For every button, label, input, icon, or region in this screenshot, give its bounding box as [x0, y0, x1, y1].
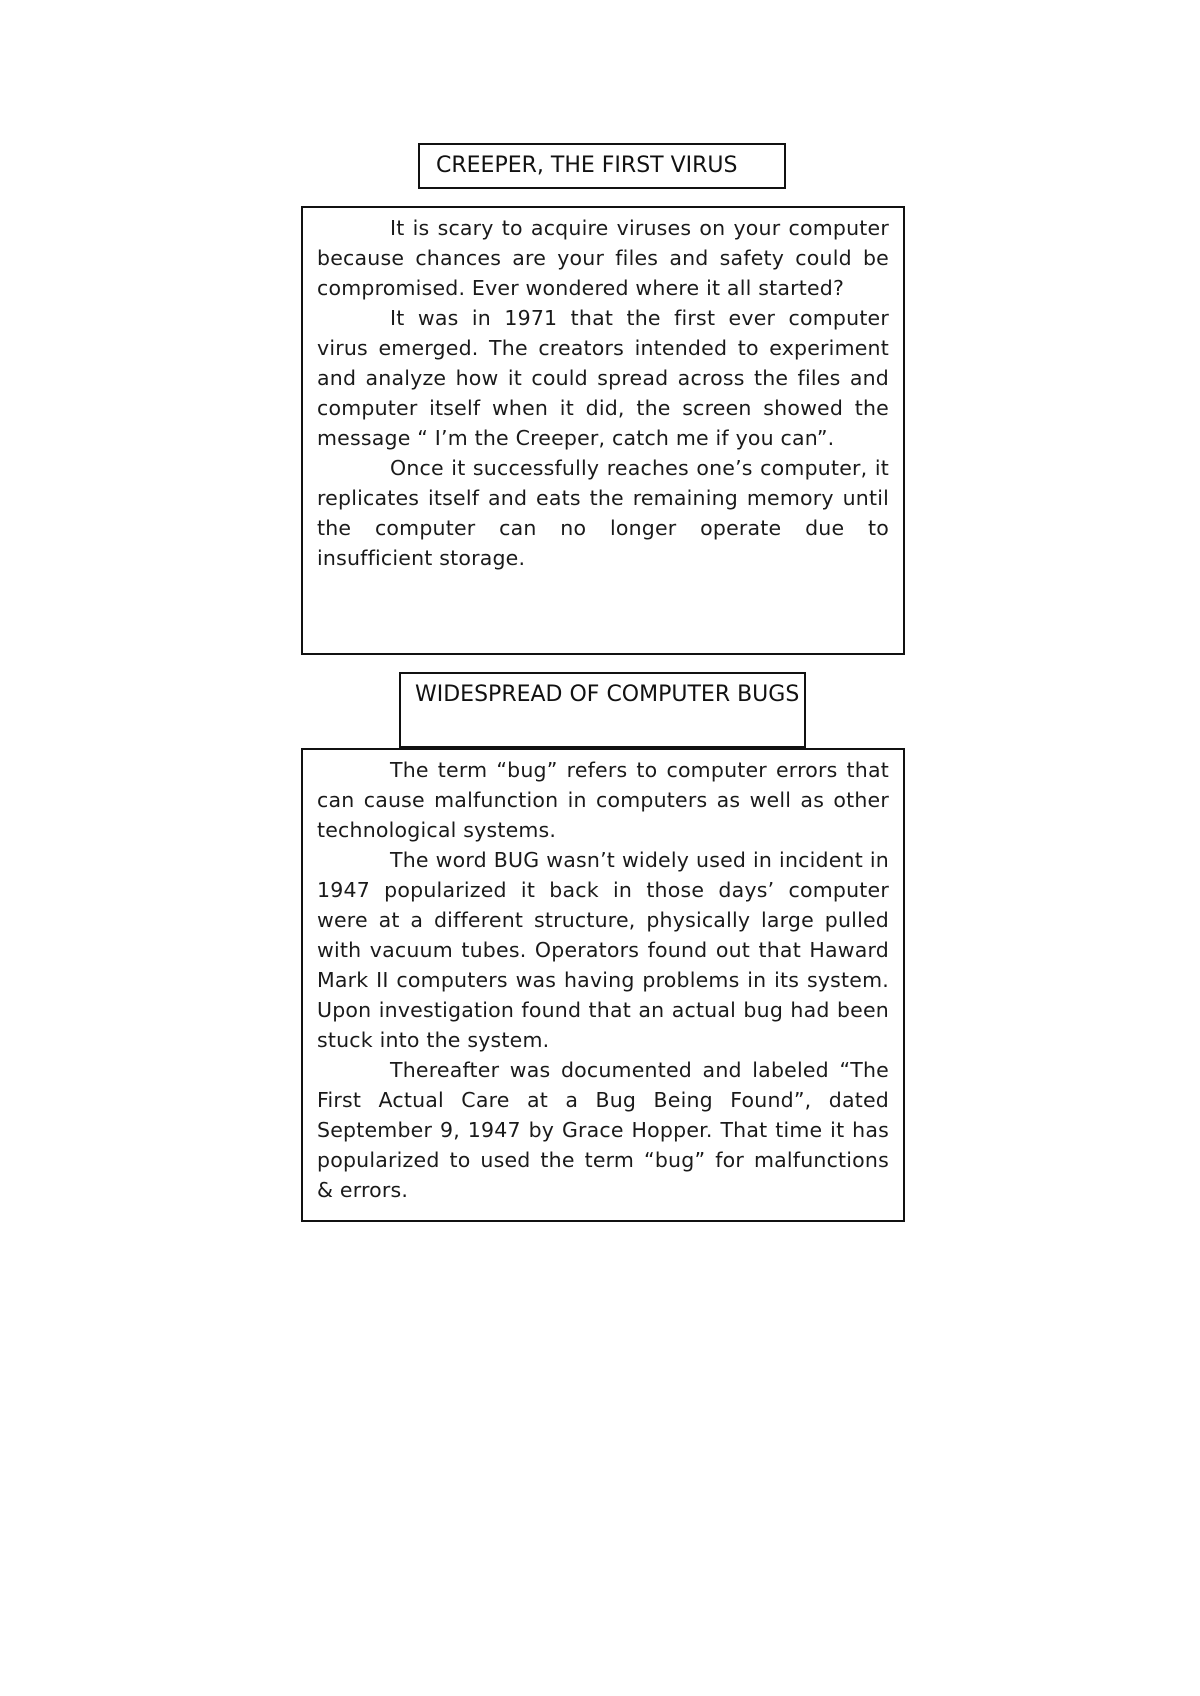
bugs-paragraph-3: Thereafter was documented and labeled “The First Actual Care at a Bug Being Found”, dated September 9, 1947 by Grace Hopper. That time it has popularized to used the term “bug” for malfunctions & errors.: [317, 1058, 889, 1202]
section-title-creeper: CREEPER, THE FIRST VIRUS: [418, 143, 786, 189]
creeper-paragraph-3: Once it successfully reaches one’s computer, it replicates itself and eats the remaining memory until the computer can no longer operate due to insufficient storage.: [317, 456, 889, 570]
creeper-paragraph-1: It is scary to acquire viruses on your computer because chances are your files and safety could be compromised. Ever wondered where it all started?: [317, 216, 889, 300]
bugs-text-box: [301, 748, 905, 1222]
section-title-bugs: WIDESPREAD OF COMPUTER BUGS: [399, 672, 806, 748]
bugs-paragraph-2: The word BUG wasn’t widely used in incident in 1947 popularized it back in those days’ computer were at a different structure, physically large pulled with vacuum tubes. Operators found out that Haward Mark II computers was having problems in its system. Upon investigation found that an actual bug had been stuck into the system.: [317, 848, 889, 1052]
creeper-paragraph-2: It was in 1971 that the first ever computer virus emerged. The creators intended to experiment and analyze how it could spread across the files and computer itself when it did, the screen showed the message “ I’m the Creeper, catch me if you can”.: [317, 306, 889, 450]
creeper-text-box: [301, 206, 905, 655]
bugs-paragraph-1: The term “bug” refers to computer errors that can cause malfunction in computers as well as other technological systems.: [317, 758, 889, 842]
